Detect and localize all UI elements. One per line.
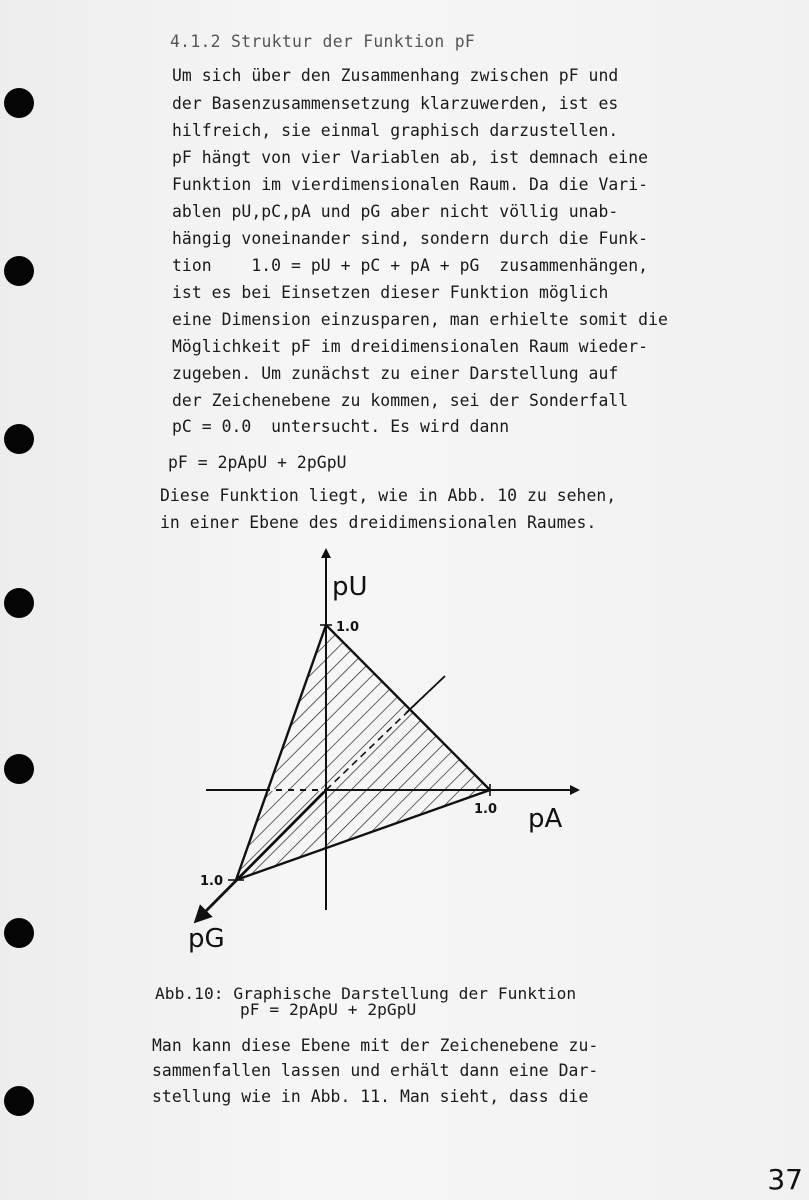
section-heading: 4.1.2 Struktur der Funktion pF	[170, 32, 476, 51]
text-line: tion 1.0 = pU + pC + pA + pG zusammenhängen,	[172, 256, 649, 275]
text-line: hängig voneinander sind, sondern durch die Funk-	[172, 229, 649, 248]
punch-hole	[4, 754, 34, 784]
tick-label-pa: 1.0	[474, 802, 498, 817]
text-line: der Basenzusammensetzung klarzuwerden, ist es	[172, 94, 619, 113]
tick-label-pg: 1.0	[200, 874, 224, 889]
formula: pF = 2pApU + 2pGpU	[168, 453, 347, 472]
axis-label-pa: pA	[528, 804, 563, 834]
text-line: Um sich über den Zusammenhang zwischen pF und	[172, 66, 619, 85]
text-line: ist es bei Einsetzen dieser Funktion möglich	[172, 283, 609, 302]
text-line: zugeben. Um zunächst zu einer Darstellung auf	[172, 364, 619, 383]
punch-hole	[4, 918, 34, 948]
punch-hole	[4, 424, 34, 454]
text-line: hilfreich, sie einmal graphisch darzustellen.	[172, 121, 619, 140]
figure-diagram	[170, 535, 600, 955]
axis-label-pg: pG	[188, 924, 225, 954]
figure-abb10	[170, 535, 600, 955]
text-line: Möglichkeit pF im dreidimensionalen Raum wieder-	[172, 337, 649, 356]
text-line: pC = 0.0 untersucht. Es wird dann	[172, 417, 510, 436]
page-number: 37	[767, 1163, 803, 1196]
text-line: der Zeichenebene zu kommen, sei der Sonderfall	[172, 391, 629, 410]
text-line: ablen pU,pC,pA und pG aber nicht völlig unab-	[172, 202, 619, 221]
text-line: pF hängt von vier Variablen ab, ist demnach eine	[172, 148, 649, 167]
text-line: Funktion im vierdimensionalen Raum. Da die Vari-	[172, 175, 649, 194]
punch-hole	[4, 588, 34, 618]
axis-label-pu: pU	[332, 572, 368, 602]
punch-hole	[4, 1086, 34, 1116]
caption-line: pF = 2pApU + 2pGpU	[240, 1000, 417, 1019]
tick-label-pu: 1.0	[336, 620, 360, 635]
text-line: stellung wie in Abb. 11. Man sieht, dass die	[152, 1087, 589, 1106]
punch-hole	[4, 88, 34, 118]
text-line: Man kann diese Ebene mit der Zeichenebene zu-	[152, 1036, 599, 1055]
caption-line: Abb.10: Graphische Darstellung der Funktion	[155, 984, 577, 1003]
text-line: Diese Funktion liegt, wie in Abb. 10 zu sehen,	[160, 486, 617, 505]
text-line: sammenfallen lassen und erhält dann eine Dar-	[152, 1061, 599, 1080]
text-line: in einer Ebene des dreidimensionalen Raumes.	[160, 513, 597, 532]
punch-hole	[4, 256, 34, 286]
diagonal-line	[406, 676, 445, 713]
text-line: eine Dimension einzusparen, man erhielte somit die	[172, 310, 668, 329]
